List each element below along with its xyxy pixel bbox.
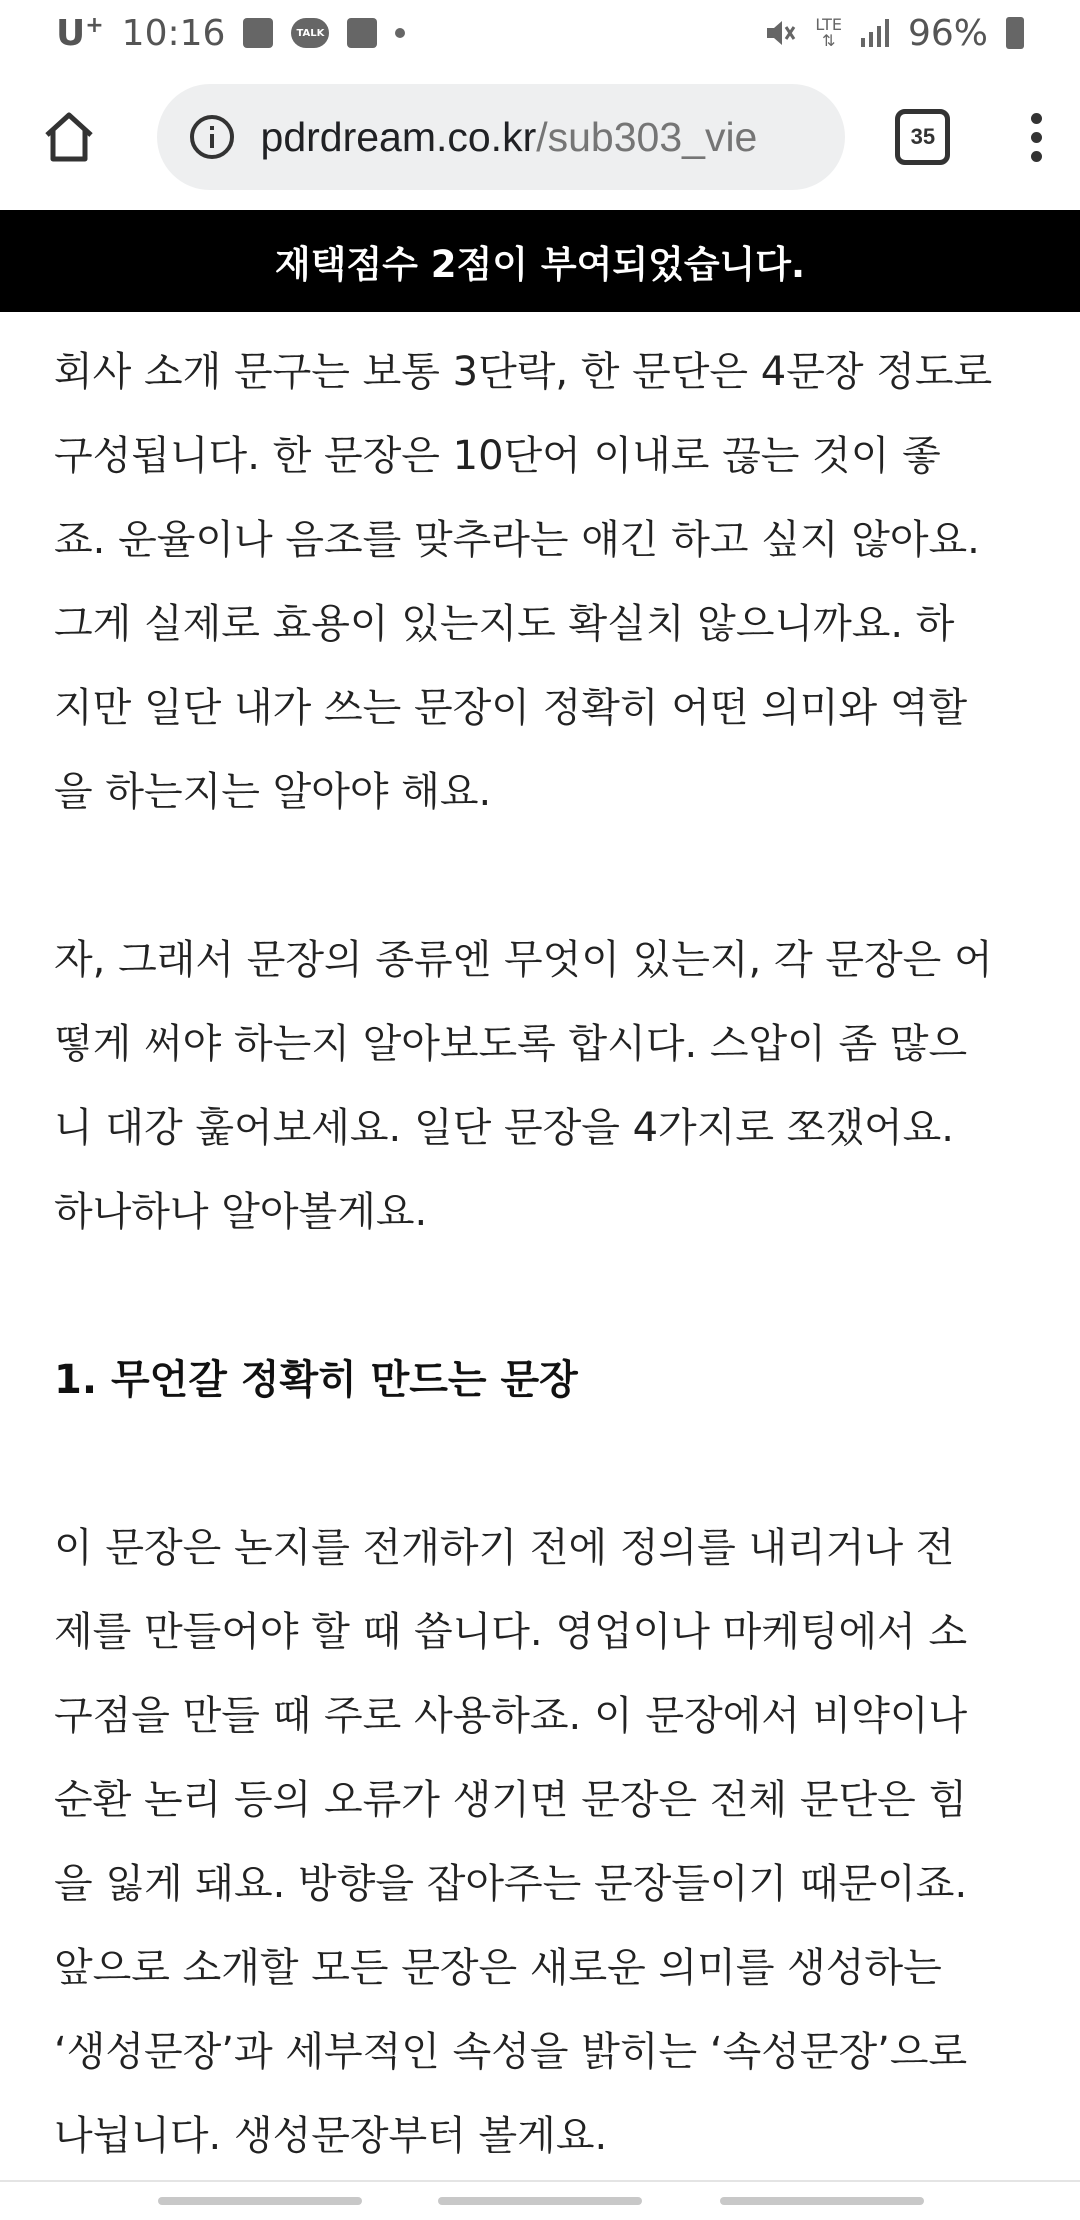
status-right [763,13,1024,54]
paragraph-overview: 자, 그래서 문장의 종류엔 무엇이 있는지, 각 문장은 어 떻게 써야 하는지 알아보도록 합시다. 스압이 좀 많으 니 대강 훑어보세요. 일단 문장을 4가지로 쪼갰어요. 하나하나 알아볼게요. [54,937,993,1235]
status-left [56,13,405,54]
kakaotalk-icon [291,18,329,48]
battery-icon [1006,17,1024,49]
banner-text: 재택점수 2점이 부여되었습니다. [274,243,806,286]
browser-toolbar [0,66,1080,208]
home-button[interactable] [34,101,105,173]
article-body [54,330,1044,2178]
carrier-label: U+ [56,12,104,54]
nav-gesture-right[interactable] [720,2197,924,2205]
gallery-icon [243,18,273,48]
paragraph-intro: 회사 소개 문구는 보통 3단락, 한 문단은 4문장 정도로 구성됩니다. 한 문장은 10단어 이내로 끊는 것이 좋 죠. 운율이나 음조를 맞추라는 얘긴 하고 싶지 않아요. 그게 실제로 효용이 있는지도 확실치 않으니까요. 하 지만 일단 내가 쓰는 문장이 정확히 어떤 의미와 역할 을 하는지는 알아야 해요. [54,349,993,815]
battery-percent: 96% [907,12,988,54]
signal-icon [860,18,890,48]
tab-switcher-button[interactable]: 35 [895,109,950,165]
info-icon[interactable] [187,112,237,162]
lte-icon: LTE ⇅ [815,15,842,50]
url-path: /sub303_vie [536,113,758,160]
lte-label: LTE [815,15,842,34]
more-notifications-dot-icon [395,28,405,38]
more-menu-icon[interactable] [1026,113,1046,162]
status-time: 10:16 [121,12,226,54]
home-icon [41,111,97,163]
nav-gesture-left[interactable] [158,2197,362,2205]
url-text[interactable] [261,114,758,161]
section-heading: 1. 무언갈 정확히 만드는 문장 [54,1357,578,1403]
bottom-divider [0,2180,1080,2182]
notice-banner [0,210,1080,312]
url-domain: pdrdream.co.kr [260,113,537,160]
nav-gesture-home[interactable] [438,2197,642,2205]
paragraph-section-1: 이 문장은 논지를 전개하기 전에 정의를 내리거나 전 제를 만들어야 할 때 씁니다. 영업이나 마케팅에서 소 구점을 만들 때 주로 사용하죠. 이 문장에서 비약이나 순환 논리 등의 오류가 생기면 문장은 전체 문단은 힘 을 잃게 돼요. 방향을 잡아주는 문장들이기 때문이죠. 앞으로 소개할 모든 문장은 새로운 의미를 생성하는 ‘생성문장’과 세부적인 속성을 밝히는 ‘속성문장’으로 나뉩니다. 생성문장부터 볼게요. [54,1525,968,2159]
mute-icon [763,16,797,50]
status-bar [0,0,1080,66]
alarm-app-icon [347,18,377,48]
address-bar[interactable] [157,84,846,190]
talk-icon-label: TALK [296,27,325,39]
